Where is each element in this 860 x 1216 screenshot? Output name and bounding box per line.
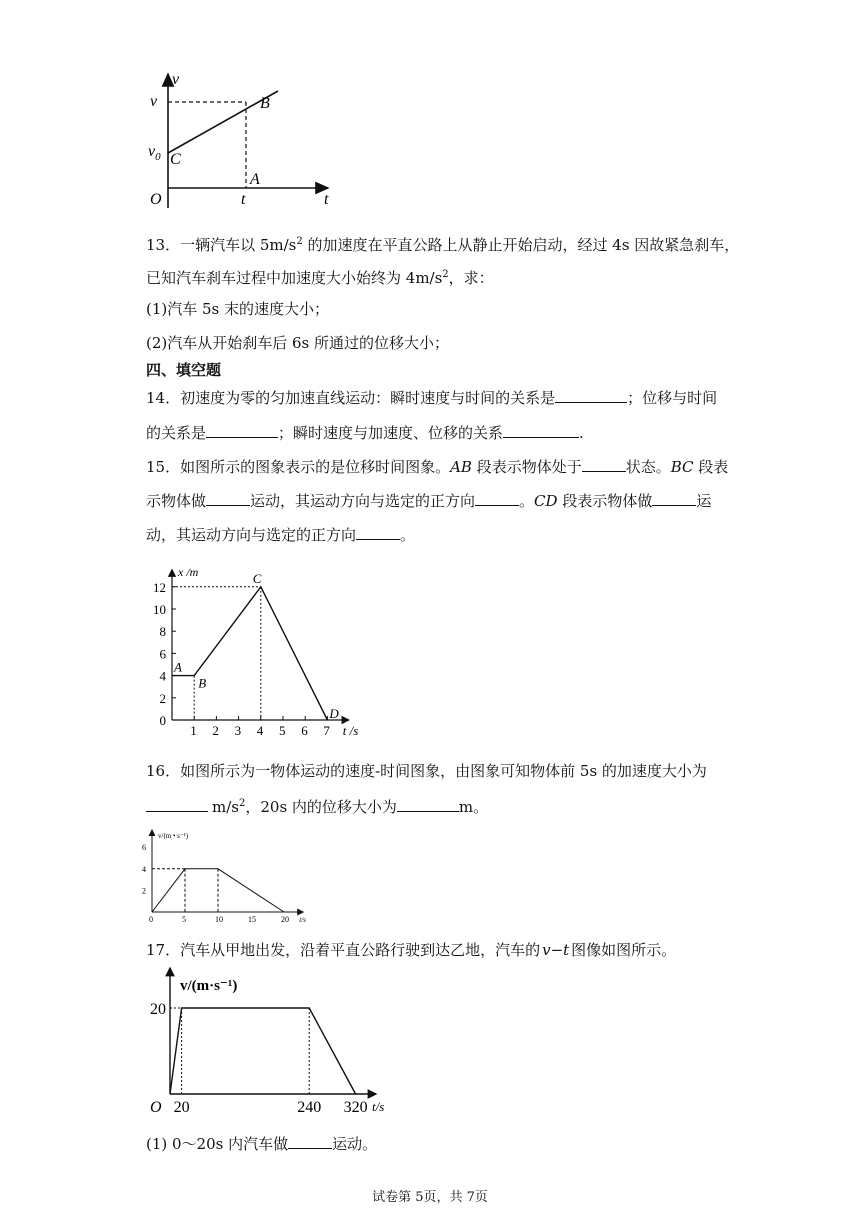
q13-text-c: 已知汽车刹车过程中加速度大小始终为 4m/s [146,269,443,287]
q15-blank-3[interactable] [475,490,519,506]
q15-text-c: 状态。 [625,458,671,476]
q17-part1 [146,1133,377,1154]
q15-text-i: 运 [696,492,712,510]
q15-text-b: 段表示物体处于 [471,458,582,476]
q15-bc: BC [670,458,694,476]
q13-text-b: 的加速度在平直公路上从静止开始启动，经过 4s 因故紧急刹车， [302,236,740,254]
q16-line2 [146,794,488,817]
q14-text-a: 14．初速度为零的匀加速直线运动：瞬时速度与时间的关系是 [146,389,556,407]
q13-sup2: 2 [442,269,449,280]
point-c-label: C [170,151,181,168]
vt-schematic-graph [140,68,340,218]
q14-text-d: ；瞬时速度与加速度、位移的关系 [278,424,504,442]
q13-sup: 2 [296,236,303,247]
origin-label: O [150,191,162,208]
q13-part1: (1)汽车 5s 末的速度大小； [146,300,330,318]
q17-text-d: 运动。 [332,1135,378,1153]
q15-text-k: 。 [400,526,416,544]
q15-text-e: 示物体做 [146,492,207,510]
q15-line3 [146,524,415,545]
x-tick-label: 2 [212,723,219,738]
q16-sup: 2 [238,798,246,809]
q15-text-g: 。 [519,492,535,510]
x-tick-label: 240 [297,1099,322,1116]
series-line [172,587,327,720]
y-tick-label: 4 [159,668,166,684]
y-tick-label: 12 [153,579,166,595]
q17-vt: v−t [542,941,570,959]
q14-line2 [146,422,584,443]
x-tick-label: 5 [279,723,286,738]
x-tick-label: 10 [215,915,223,924]
x-tick-label: 20 [281,915,289,924]
y-axis-label: v/(m·s⁻¹) [180,978,238,994]
q13-part2: (2)汽车从开始刹车后 6s 所通过的位移大小； [146,334,450,352]
t-tick-label: t [241,191,246,208]
x-tick-label: 20 [173,1099,190,1116]
x-tick-label: 320 [343,1099,368,1116]
xt-graph [140,560,370,745]
v-level-label: v [150,93,158,110]
q15-ab: AB [450,458,472,476]
q17-blank-1[interactable] [288,1133,332,1149]
origin-label: O [150,1099,162,1116]
y-tick-label: 4 [142,864,146,874]
q15-text-a: 15．如图所示的图象表示的是位移时间图象。 [146,458,451,476]
q16-line1: 16．如图所示为一物体运动的速度-时间图象，由图象可知物体前 5s 的加速度大小为 [146,762,707,780]
q14-blank-3[interactable] [503,422,579,438]
x-tick-label: 15 [248,915,256,924]
t-axis-label: t [324,191,329,208]
q13-line2 [146,265,494,288]
point-a-label: A [250,171,260,188]
y-tick-label: 6 [159,646,166,662]
page-footer: 试卷第 5页，共 7页 [372,1190,488,1205]
x-tick-label: 4 [256,723,264,738]
y-tick-label: 2 [159,690,166,706]
q14-text-e: . [579,424,584,442]
x-tick-label: 3 [234,723,242,738]
q15-text-h: 段表示物体做 [557,492,653,510]
y-tick-label: 6 [142,843,146,853]
y-tick-label: 0 [159,713,166,728]
vt-large-graph [140,964,400,1124]
q17-text-a: 17．汽车从甲地出发，沿着平直公路行驶到达乙地，汽车的 [146,941,541,959]
point-label-d: D [329,706,339,721]
point-label-b: B [198,675,207,691]
point-label-a: A [174,659,182,675]
series-line [170,1008,356,1094]
q13-line1 [146,232,739,255]
q15-text-j: 动，其运动方向与选定的正方向 [146,526,357,544]
x-axis-label: t/s [299,916,306,924]
q16-text-b: ，20s 内的位移大小为 [245,798,397,816]
point-b-label: B [260,95,270,112]
x-tick-label: 5 [182,915,186,924]
y-axis-label: v/(m • s⁻¹) [158,832,189,840]
q13-text-a: 13．一辆汽车以 5m/s [146,236,297,254]
q16-blank-1[interactable] [146,796,208,812]
q15-text-d: 段表 [693,458,729,476]
q15-blank-1[interactable] [582,456,626,472]
q15-text-f: 运动，其运动方向与选定的正方向 [250,492,476,510]
q14-text-c: 的关系是 [146,424,207,442]
x-tick-label: 0 [149,915,153,924]
section-title-fill-blank: 四、填空题 [146,361,222,379]
point-label-c: C [252,570,262,586]
x-tick-label: 6 [301,723,308,738]
q14-blank-1[interactable] [555,387,627,403]
x-tick-label: 7 [323,723,330,738]
q15-blank-5[interactable] [356,524,400,540]
v-axis-label: v [172,71,180,88]
y-tick-label: 10 [153,602,166,617]
y-axis-label: x /m [178,565,199,579]
q15-line1 [146,456,728,477]
x-axis-label: t /s [342,723,359,738]
v0-label: $v_0$ [148,143,161,163]
q16-text-c: m。 [458,798,489,816]
q13-text-d: ，求： [448,269,494,287]
q16-blank-2[interactable] [397,796,459,812]
q16-text-a: m/s [212,798,239,816]
q15-blank-2[interactable] [206,490,250,506]
y-tick-label: 2 [142,886,146,896]
y-tick-label: 20 [150,1001,166,1018]
q17-line1 [146,940,676,960]
q15-line2 [146,490,711,511]
q17-text-b: 图像如图所示。 [571,941,677,959]
q14-blank-2[interactable] [206,422,278,438]
q15-cd: CD [534,492,558,510]
q17-text-c: (1) 0～20s 内汽车做 [146,1135,289,1153]
q14-text-b: ；位移与时间 [627,389,718,407]
vt-small-graph [140,826,320,926]
x-axis-label: t/s [372,1099,385,1114]
q14-line1 [146,387,717,408]
y-tick-label: 8 [159,624,166,640]
x-tick-label: 1 [190,723,197,738]
q15-blank-4[interactable] [652,490,696,506]
